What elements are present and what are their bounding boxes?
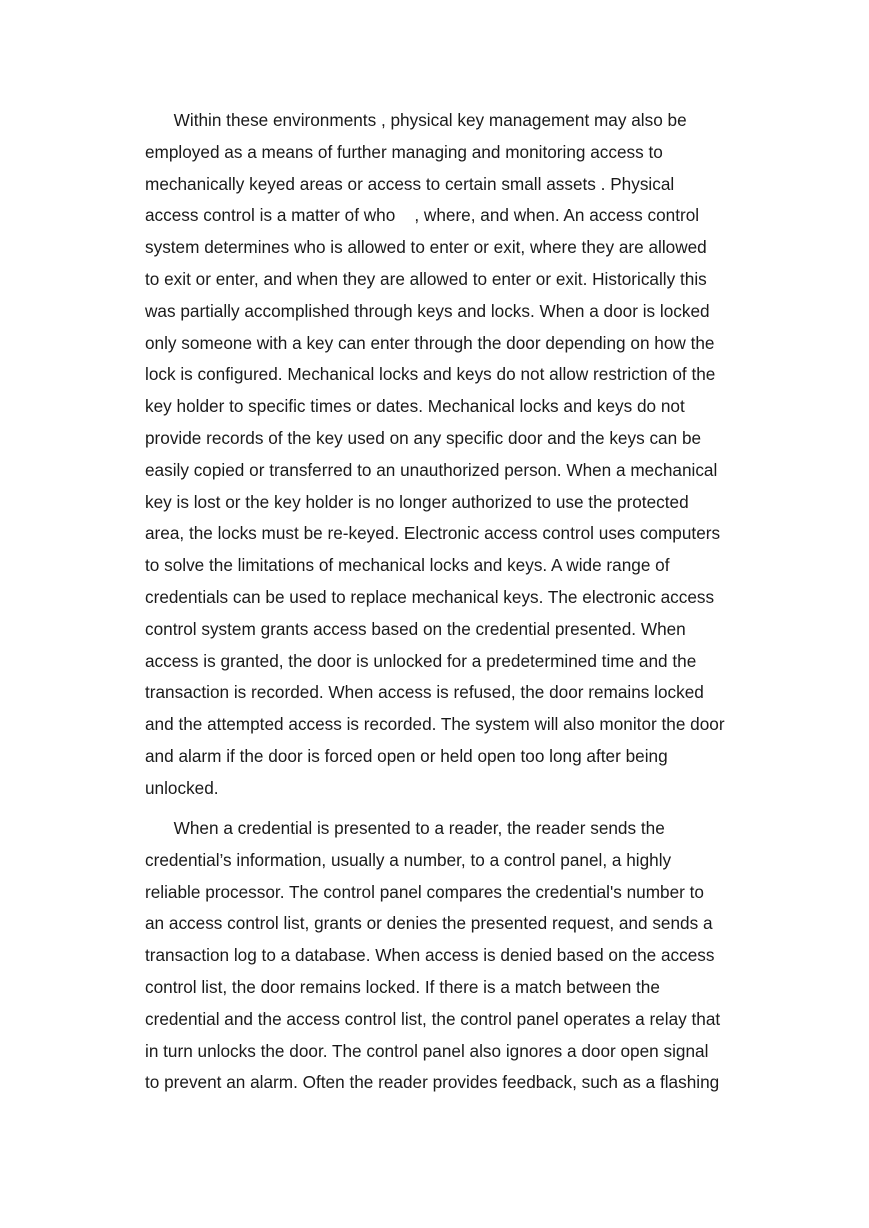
text-line: control list, the door remains locked. If there is a match between the xyxy=(145,977,660,998)
text-line: unlocked. xyxy=(145,777,219,798)
text-line: access control is a matter of who , where, and when. An access control xyxy=(145,205,700,226)
text-line: mechanically keyed areas or access to certain small assets . Physical xyxy=(145,173,675,194)
text-line: control system grants access based on the credential presented. When xyxy=(145,618,686,639)
text-line: key is lost or the key holder is no longer authorized to use the protected xyxy=(145,491,689,512)
text-line: to solve the limitations of mechanical locks and keys. A wide range of xyxy=(145,555,670,576)
paragraph-2 xyxy=(145,813,765,1099)
text-line: credentials can be used to replace mechanical keys. The electronic access xyxy=(145,586,715,607)
text-line: to prevent an alarm. Often the reader provides feedback, such as a flashing xyxy=(145,1072,720,1093)
text-line: provide records of the key used on any specific door and the keys can be xyxy=(145,427,702,448)
text-line: easily copied or transferred to an unauthorized person. When a mechanical xyxy=(145,459,718,480)
text-line: an access control list, grants or denies the presented request, and sends a xyxy=(145,913,713,934)
text-line: and the attempted access is recorded. The system will also monitor the door xyxy=(145,714,725,735)
text-line: transaction is recorded. When access is refused, the door remains locked xyxy=(145,682,704,703)
paragraph-1 xyxy=(145,105,765,805)
text-line: only someone with a key can enter through the door depending on how the xyxy=(145,332,715,353)
text-line: credential’s information, usually a number, to a control panel, a highly xyxy=(145,849,672,870)
text-line: system determines who is allowed to enter or exit, where they are allowed xyxy=(145,237,707,258)
text-line: in turn unlocks the door. The control panel also ignores a door open signal xyxy=(145,1040,709,1061)
text-line: credential and the access control list, the control panel operates a relay that xyxy=(145,1008,721,1029)
text-line: area, the locks must be re-keyed. Electronic access control uses computers xyxy=(145,523,721,544)
text-line: reliable processor. The control panel compares the credential's number to xyxy=(145,881,704,902)
text-line: transaction log to a database. When access is denied based on the access xyxy=(145,945,715,966)
text-line: to exit or enter, and when they are allowed to enter or exit. Historically this xyxy=(145,268,707,289)
text-line: was partially accomplished through keys and locks. When a door is locked xyxy=(145,300,710,321)
text-line: access is granted, the door is unlocked for a predetermined time and the xyxy=(145,650,697,671)
text-line: Within these environments , physical key management may also be xyxy=(145,110,687,130)
text-line: When a credential is presented to a reader, the reader sends the xyxy=(145,818,665,839)
text-line: lock is configured. Mechanical locks and keys do not allow restriction of the xyxy=(145,364,716,385)
text-line: employed as a means of further managing and monitoring access to xyxy=(145,141,663,162)
text-line: key holder to specific times or dates. Mechanical locks and keys do not xyxy=(145,396,685,417)
body-text xyxy=(145,105,765,1099)
text-line: and alarm if the door is forced open or held open too long after being xyxy=(145,745,668,766)
paragraph-spacer xyxy=(145,805,765,814)
